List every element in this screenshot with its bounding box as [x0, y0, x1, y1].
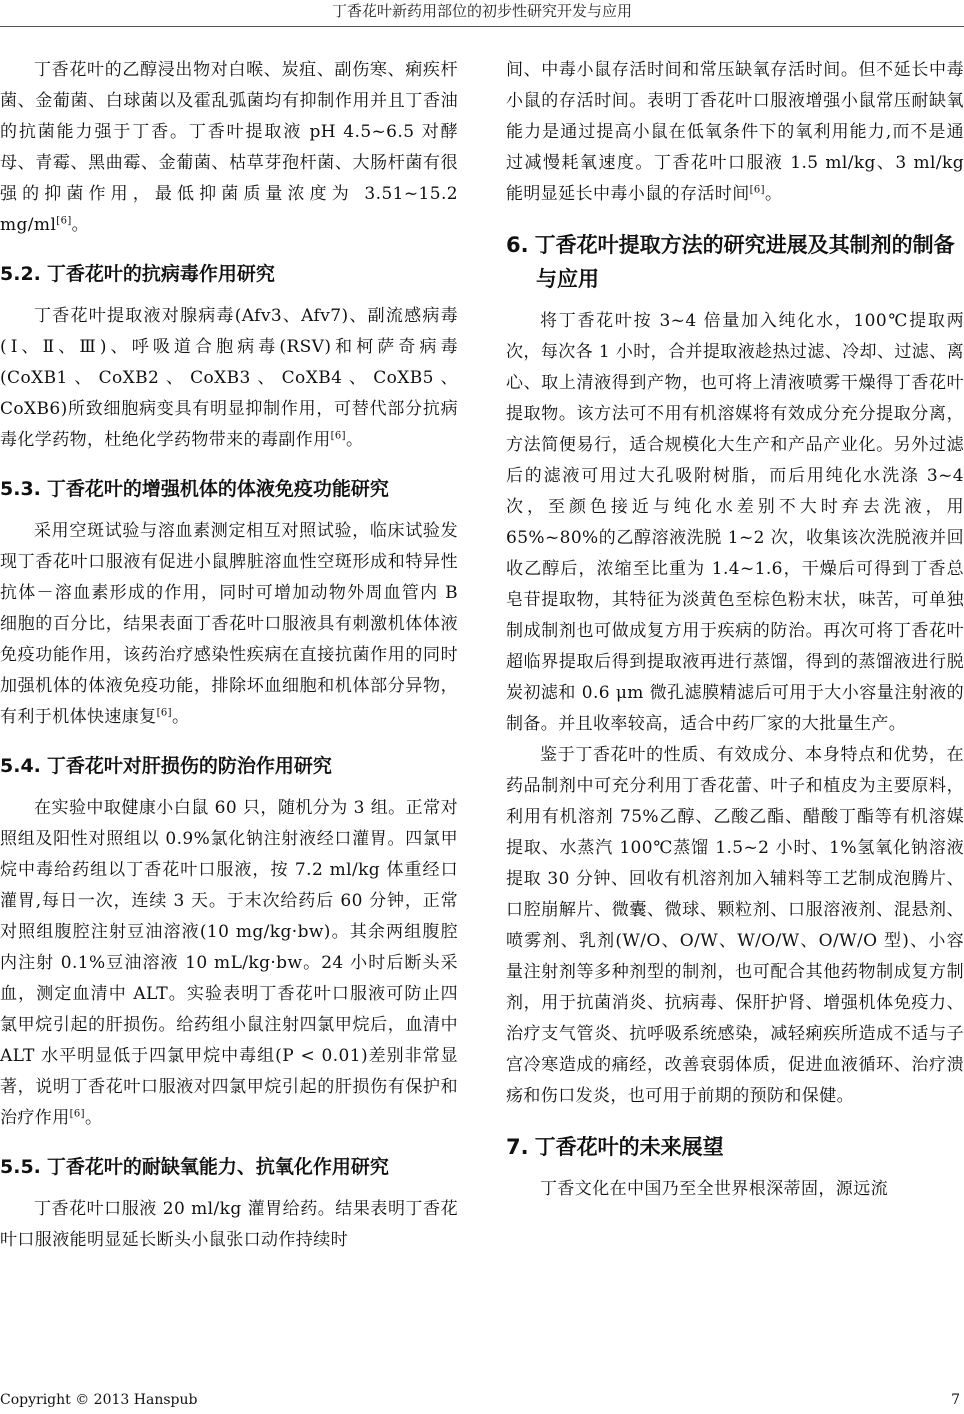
paragraph-formulations: 鉴于丁香花叶的性质、有效成分、本身特点和优势，在药品制剂中可充分利用丁香花蕾、叶子和植皮为主要原料，利用有机溶剂 75%乙醇、乙酸乙酯、醋酸丁酯等有机溶媒提取、水蒸汽 100℃蒸馏 1.5~2 小时、1%氢氧化钠溶液提取 30 分钟、回收有机溶剂加入辅料等工艺制成泡腾片、口腔崩解片、微囊、微球、颗粒剂、口服溶液剂、混悬剂、喷雾剂、乳剂(W/O、O/W、W/O/W、O/W/O 型)、小容量注射剂等多种剂型的制剂，也可配合其他药物制成复方制剂，用于抗菌消炎、抗病毒、保肝护肾、增强机体免疫力、治疗支气管炎、抗呼吸系统感染，减轻痢疾所造成不适与子宫冷寒造成的痛经，改善衰弱体质，促进血液循环、治疗溃疡和伤口发炎，也可用于前期的预防和保健。 [506, 745, 964, 1106]
paragraph-antibacterial: 丁香花叶的乙醇浸出物对白喉、炭疽、副伤寒、痢疾杆菌、金葡菌、白球菌以及霍乱弧菌均有抑制作用并且丁香油的抗菌能力强于丁香。丁香叶提取液 pH 4.5~6.5 对酵母、青霉、黑曲霉、金葡菌、枯草芽孢杆菌、大肠杆菌有很强的抑菌作用，最低抑菌质量浓度为 3.51~15.2 mg/ml[6]。 [0, 60, 458, 235]
footer-copyright: Copyright © 2013 Hanspub [0, 1392, 198, 1408]
paragraph-outlook: 丁香文化在中国乃至全世界根深蒂固，源远流 [540, 1179, 888, 1199]
section-heading-5-3: 5.3. 丁香花叶的增强机体的体液免疫功能研究 [0, 478, 389, 500]
citation-ref: [6] [330, 430, 346, 442]
running-header [0, 0, 964, 27]
running-header-title: 丁香花叶新药用部位的初步性研究开发与应用 [331, 2, 632, 20]
page-number: 7 [951, 1392, 960, 1408]
citation-ref: [6] [749, 184, 765, 196]
section-heading-5-5: 5.5. 丁香花叶的耐缺氧能力、抗氧化作用研究 [0, 1156, 389, 1178]
citation-ref: [6] [56, 215, 72, 227]
paragraph-immunity: 采用空斑试验与溶血素测定相互对照试验，临床试验发现丁香花叶口服液有促进小鼠脾脏溶血性空斑形成和特异性抗体－溶血素形成的作用，同时可增加动物外周血管内 B 细胞的百分比，结果表面丁香花叶口服液具有刺激机体体液免疫功能作用，该药治疗感染性疾病在直接抗菌作用的同时加强机体的体液免疫功能，排除坏血细胞和机体部分异物，有利于机体快速康复[6]。 [0, 521, 458, 727]
left-column [0, 55, 458, 1256]
section-heading-6: 6. 丁香花叶提取方法的研究进展及其制剂的制备与应用 [506, 233, 955, 291]
right-column [506, 55, 964, 1205]
citation-ref: [6] [69, 1108, 85, 1120]
paragraph-hypoxia-continued: 间、中毒小鼠存活时间和常压缺氧存活时间。但不延长中毒小鼠的存活时间。表明丁香花叶口服液增强小鼠常压耐缺氧能力是通过提高小鼠在低氧条件下的氧利用能力,而不是通过减慢耗氧速度。丁香花叶口服液 1.5 ml/kg、3 ml/kg 能明显延长中毒小鼠的存活时间[6]。 [506, 60, 964, 204]
paragraph-extraction-method: 将丁香花叶按 3~4 倍量加入纯化水，100℃提取两次，每次各 1 小时，合并提取液趁热过滤、冷却、过滤、离心、取上清液得到产物，也可将上清液喷雾干燥得丁香花叶提取物。该方法可不用有机溶媒将有效成分充分提取分离，方法简便易行，适合规模化大生产和产品产业化。另外过滤后的滤液可用过大孔吸附树脂，而后用纯化水洗涤 3~4 次，至颜色接近与纯化水差别不大时弃去洗液，用 65%~80%的乙醇溶液洗脱 1~2 次，收集该次洗脱液并回收乙醇后，浓缩至比重为 1.4~1.6，干燥后可得到丁香总皂苷提取物，其特征为淡黄色至棕色粉末状，味苦，可单独制成制剂也可做成复方用于疾病的防治。再次可将丁香花叶超临界提取后得到提取液再进行蒸馏，得到的蒸馏液进行脱炭初滤和 0.6 μm 微孔滤膜精滤后可用于大小容量注射液的制备。并且收率较高，适合中药厂家的大批量生产。 [506, 311, 964, 734]
section-heading-5-2: 5.2. 丁香花叶的抗病毒作用研究 [0, 263, 275, 285]
citation-ref: [6] [156, 707, 172, 719]
section-heading-5-4: 5.4. 丁香花叶对肝损伤的防治作用研究 [0, 755, 332, 777]
section-heading-7: 7. 丁香花叶的未来展望 [506, 1135, 724, 1159]
paragraph-liver-injury: 在实验中取健康小白鼠 60 只，随机分为 3 组。正常对照组及阳性对照组以 0.9%氯化钠注射液经口灌胃。四氯甲烷中毒给药组以丁香花叶口服液，按 7.2 ml/kg 体重经口灌胃,每日一次，连续 3 天。于末次给药后 60 分钟，正常对照组腹腔注射豆油溶液(10 mg/kg·bw)。其余两组腹腔内注射 0.1%豆油溶液 10 mL/kg·bw。24 小时后断头采血，测定血清中 ALT。实验表明丁香花叶口服液可防止四氯甲烷引起的肝损伤。给药组小鼠注射四氯甲烷后，血清中 ALT 水平明显低于四氯甲烷中毒组(P < 0.01)差别非常显著，说明丁香花叶口服液对四氯甲烷引起的肝损伤有保护和治疗作用[6]。 [0, 798, 458, 1128]
paragraph-antiviral: 丁香花叶提取液对腺病毒(Afv3、Afv7)、副流感病毒(Ⅰ、Ⅱ、Ⅲ)、呼吸道合胞病毒(RSV)和柯萨奇病毒(CoXB1、CoXB2、CoXB3、CoXB4、CoXB5、CoXB6)所致细胞病变具有明显抑制作用，可替代部分抗病毒化学药物，杜绝化学药物带来的毒副作用[6]。 [0, 306, 458, 450]
paragraph-hypoxia: 丁香花叶口服液 20 ml/kg 灌胃给药。结果表明丁香花叶口服液能明显延长断头小鼠张口动作持续时 [0, 1199, 458, 1250]
